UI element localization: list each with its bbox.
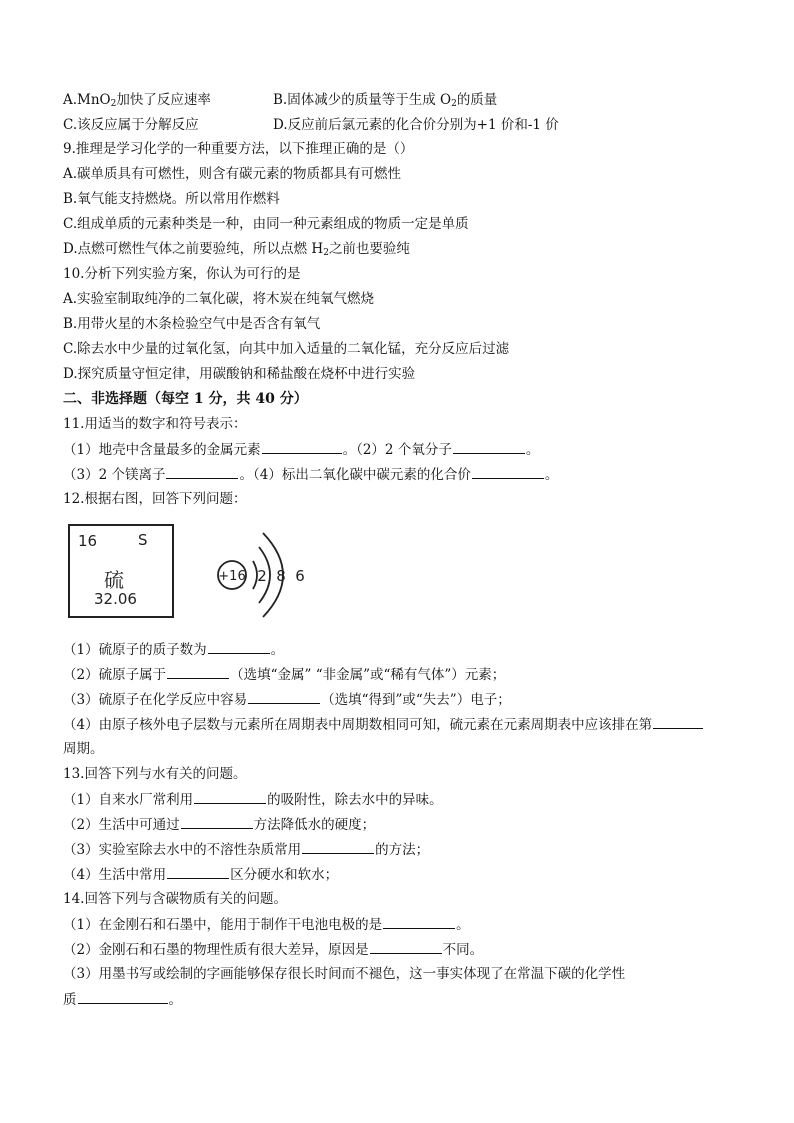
answer-blank[interactable] — [166, 465, 238, 479]
q11-line-1: （1）地壳中含量最多的金属元素 。（2）2 个氧分子 。 — [63, 442, 540, 458]
answer-blank[interactable] — [208, 640, 270, 654]
answer-blank[interactable] — [181, 815, 253, 829]
q13-part-1: （1）自来水厂常利用 的吸附性，除去水中的异味。 — [63, 792, 443, 808]
q9-option-d: D.点燃可燃性气体之前要验纯，所以点燃 $H_2$之前也要验纯 — [63, 241, 410, 258]
q14-part-3-cont: 质 。 — [63, 992, 182, 1008]
q12-stem: 12.根据右图，回答下列问题： — [63, 491, 247, 507]
q14-stem: 14.回答下列与含碳物质有关的问题。 — [63, 891, 287, 907]
q10-option-d: D.探究质量守恒定律，用碳酸钠和稀盐酸在烧杯中进行实验 — [63, 366, 416, 382]
answer-blank[interactable] — [167, 865, 229, 879]
q10-stem: 10.分析下列实验方案，你认为可行的是 — [63, 266, 301, 282]
q13-stem: 13.回答下列与水有关的问题。 — [63, 766, 247, 782]
q9-stem: 9.推理是学习化学的一种重要方法，以下推理正确的是（） — [63, 141, 414, 157]
atom-structure-diagram — [203, 519, 323, 629]
answer-blank[interactable] — [370, 940, 442, 954]
q8-option-d: D.反应前后氯元素的化合价分别为+1 价和-1 价 — [273, 117, 559, 133]
q13-part-4: （4）生活中常用 区分硬水和软水； — [63, 867, 339, 883]
atomic-number: 16 — [78, 532, 98, 550]
q9-option-a: A.碳单质具有可燃性，则含有碳元素的物质都具有可燃性 — [63, 166, 402, 182]
element-symbol: S — [138, 531, 148, 549]
element-name: 硫 — [104, 568, 124, 592]
q10-option-c: C.除去水中少量的过氧化氢，向其中加入适量的二氧化锰，充分反应后过滤 — [63, 341, 510, 357]
q10-option-b: B.用带火星的木条检验空气中是否含有氧气 — [63, 316, 321, 332]
q14-part-1: （1）在金刚石和石墨中，能用于制作干电池电极的是 。 — [63, 917, 470, 933]
answer-blank[interactable] — [383, 915, 455, 929]
q14-part-2: （2）金刚石和石墨的物理性质有很大差异，原因是 不同。 — [63, 942, 484, 958]
q13-part-2: （2）生活中可通过 方法降低水的硬度； — [63, 817, 376, 833]
answer-blank[interactable] — [78, 990, 168, 1004]
shell-electrons-2: 8 — [276, 567, 286, 585]
q9-option-b: B.氧气能支持燃烧。所以常用作燃料 — [63, 191, 280, 207]
sulfur-figure — [63, 519, 323, 629]
q8-option-b: B.固体减少的质量等于生成 $O_2$的质量 — [273, 92, 498, 109]
answer-blank[interactable] — [472, 465, 544, 479]
answer-blank[interactable] — [248, 690, 320, 704]
answer-blank[interactable] — [194, 790, 266, 804]
q8-option-row-2 — [63, 116, 559, 134]
answer-blank[interactable] — [167, 665, 229, 679]
q14-part-3: （3）用墨书写或绘制的字画能够保存很长时间而不褪色，这一事实体现了在常温下碳的化学性 — [63, 966, 626, 982]
q11-stem: 11.用适当的数字和符号表示： — [63, 416, 247, 432]
q8-option-c: C.该反应属于分解反应 — [63, 117, 199, 133]
q13-part-3: （3）实验室除去水中的不溶性杂质常用 的方法； — [63, 842, 430, 858]
q12-part-1: （1）硫原子的质子数为 。 — [63, 642, 285, 658]
q8-option-row-1 — [63, 91, 498, 113]
shell-electrons-3: 6 — [295, 567, 305, 585]
q12-part-4: （4）由原子核外电子层数与元素所在周期表中周期数相同可知，硫元素在元素周期表中应该排在第 — [63, 715, 704, 734]
q9-option-c: C.组成单质的元素种类是一种，由同一种元素组成的物质一定是单质 — [63, 216, 469, 232]
atomic-mass: 32.06 — [94, 590, 137, 608]
answer-blank[interactable] — [302, 840, 374, 854]
q8-option-a: A.MnO$_2$加快了反应速率 — [63, 92, 211, 109]
answer-blank[interactable] — [653, 715, 703, 729]
q12-part-4-cont: 周期。 — [63, 741, 104, 757]
q10-option-a: A.实验室制取纯净的二氧化碳，将木炭在纯氧气燃烧 — [63, 291, 375, 307]
answer-blank[interactable] — [262, 440, 342, 454]
nucleus-charge: +16 — [218, 569, 246, 584]
periodic-table-cell — [68, 524, 174, 618]
q12-part-3: （3）硫原子在化学反应中容易 （选填“得到”或“失去”）电子； — [63, 692, 511, 708]
answer-blank[interactable] — [453, 440, 525, 454]
shell-electrons-1: 2 — [257, 567, 267, 585]
q12-part-2: （2）硫原子属于 （选填“金属” “非金属”或“稀有气体”）元素； — [63, 667, 506, 683]
section-heading: 二、非选择题（每空 1 分，共 40 分） — [63, 391, 308, 407]
q11-line-2: （3）2 个镁离子 。（4）标出二氧化碳中碳元素的化合价 。 — [63, 467, 559, 483]
